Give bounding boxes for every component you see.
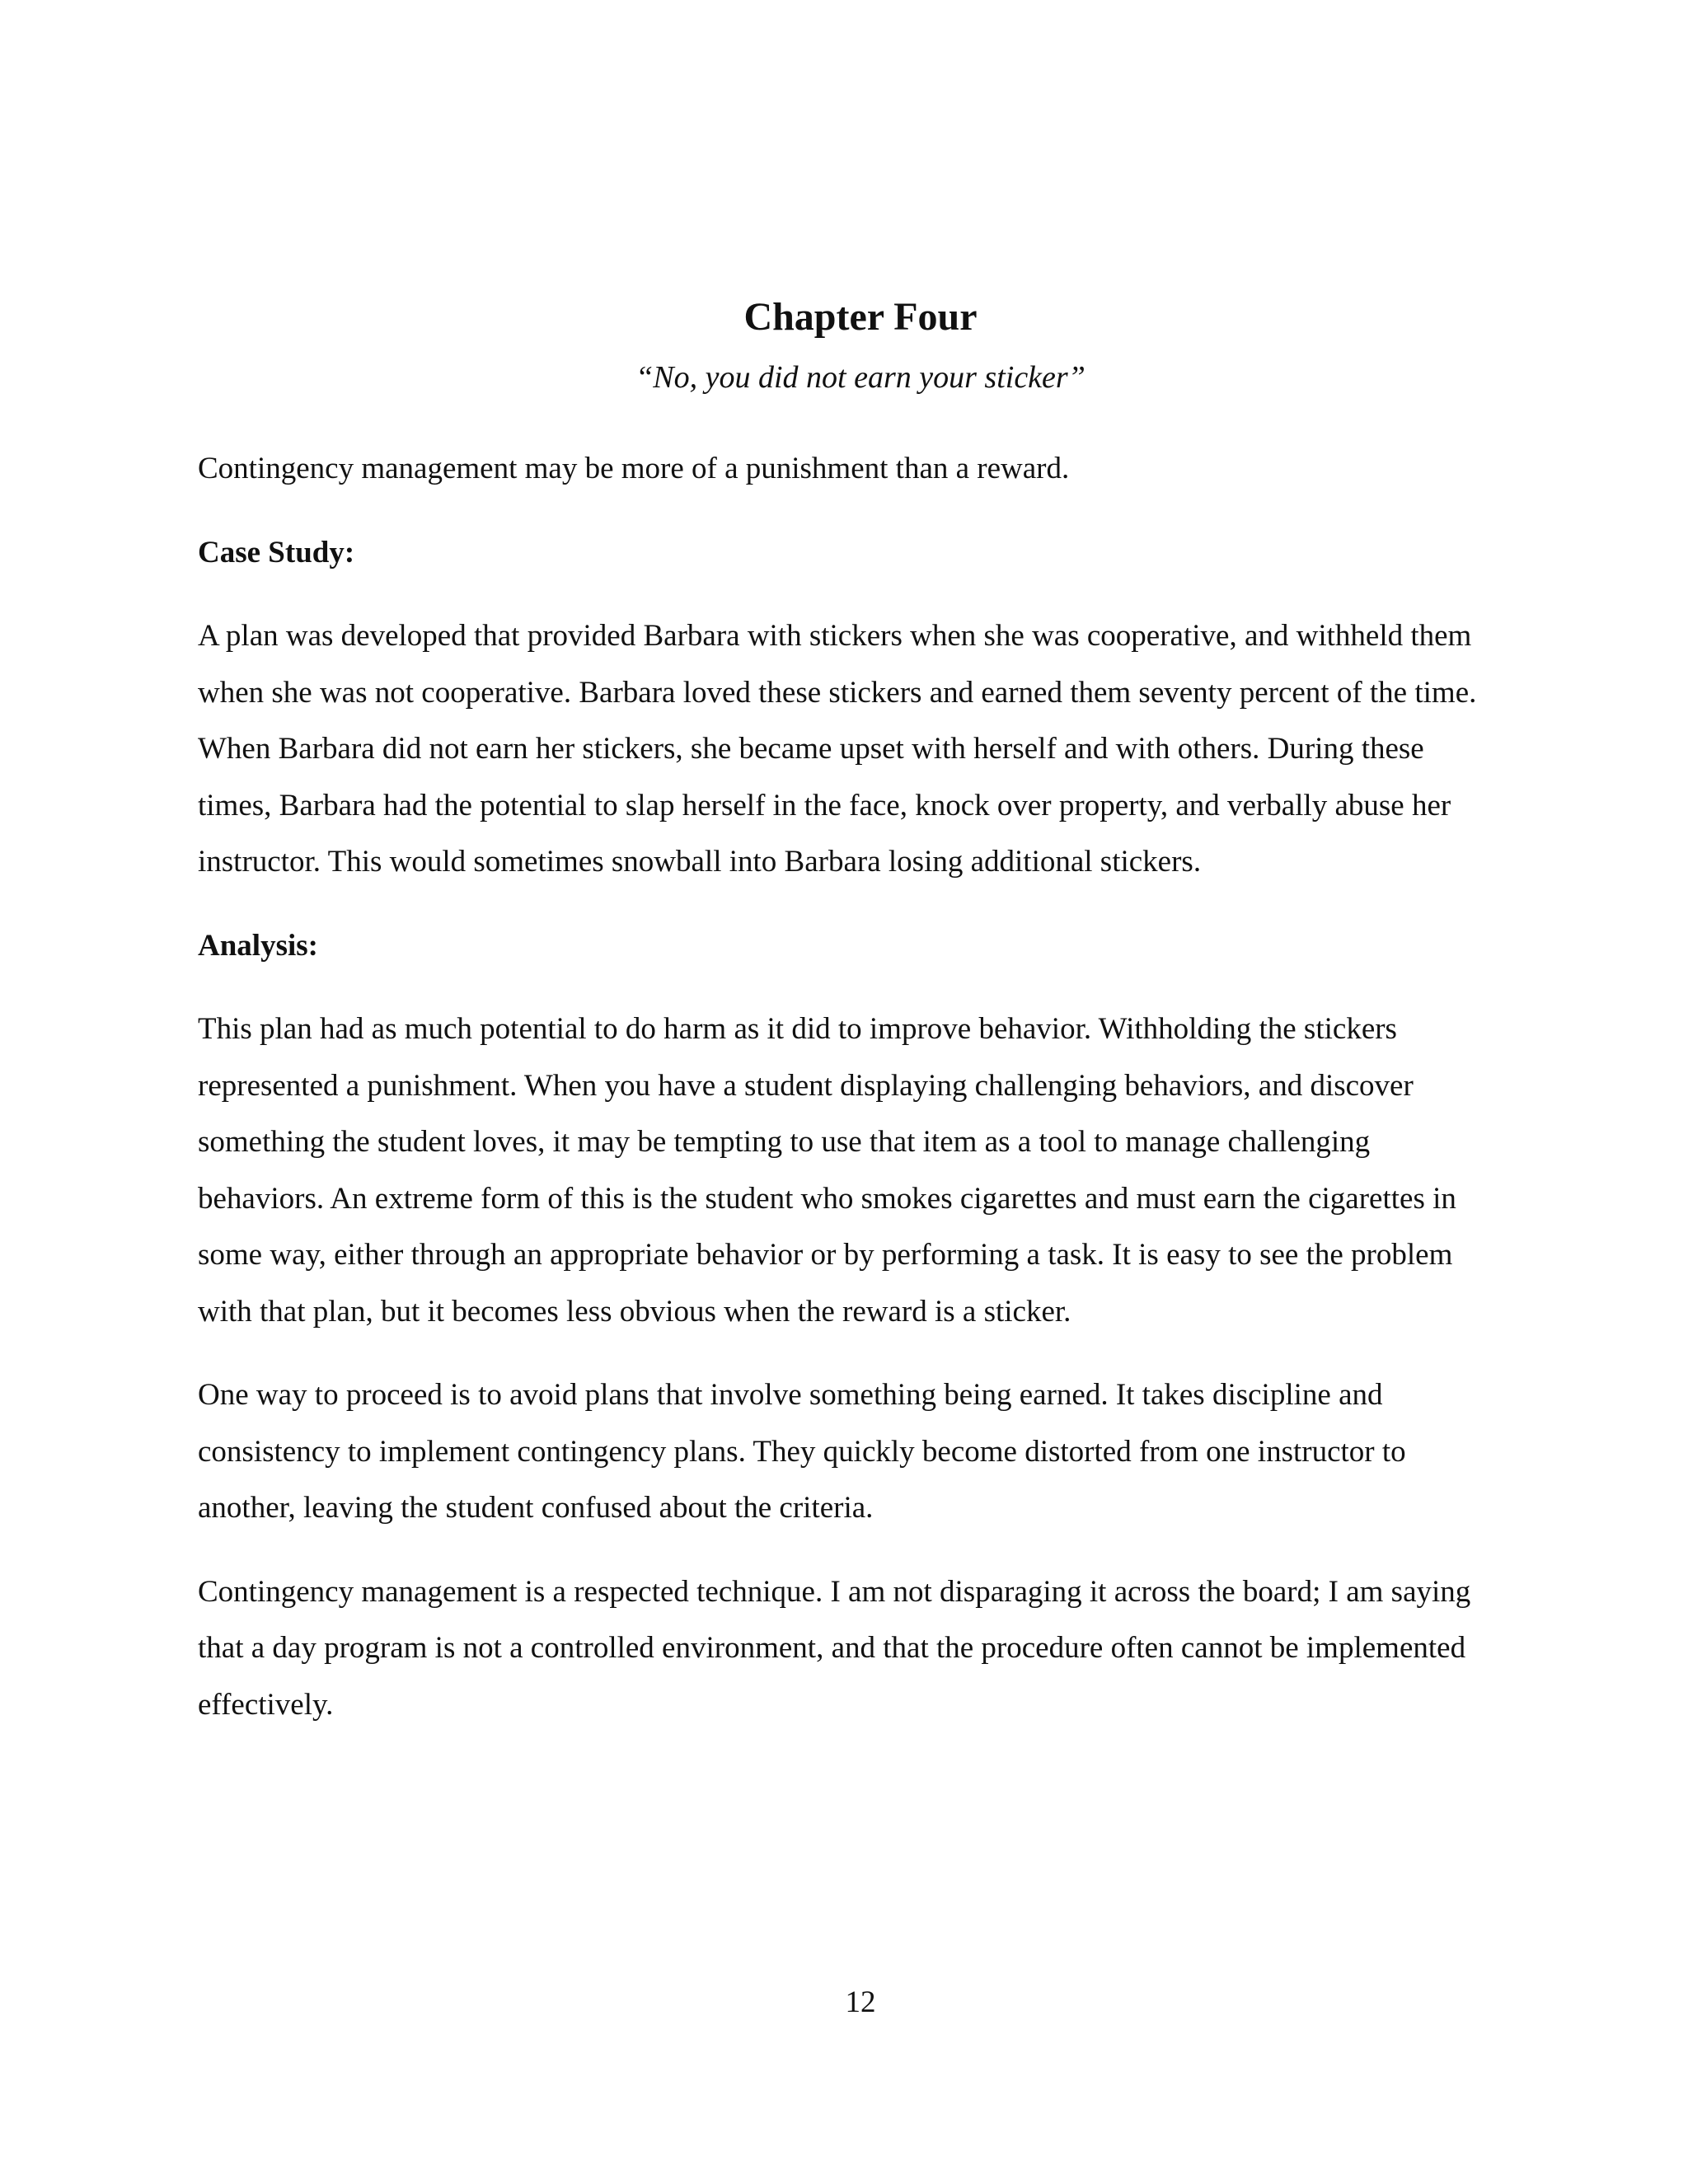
analysis-paragraph-3: Contingency management is a respected technique. I am not disparaging it across the board; I am saying that a day program is not a controlled environment, and that the procedure often cannot be implemented effectively. xyxy=(198,1574,1471,1722)
intro-paragraph: Contingency management may be more of a punishment than a reward. xyxy=(198,452,1070,485)
case-study-paragraph: A plan was developed that provided Barbara with stickers when she was cooperative, and withheld them when she was not cooperative. Barbara loved these stickers and earned them seventy percent of the time. When Barbara did not earn her stickers, she became upset with herself and with others. During these times, Barbara had the potential to slap herself in the face, knock over property, and verbally abuse her instructor. This would sometimes snowball into Barbara losing additional stickers. xyxy=(198,619,1477,879)
case-study-heading: Case Study: xyxy=(198,535,355,569)
analysis-paragraph-1: This plan had as much potential to do harm as it did to improve behavior. Withholding the stickers represented a punishment. When you have a student displaying challenging behaviors, and discover something the student loves, it may be tempting to use that item as a tool to manage challenging behaviors. An extreme form of this is the student who smokes cigarettes and must earn the cigarettes in some way, either through an appropriate behavior or by performing a task. It is easy to see the problem with that plan, but it becomes less obvious when the reward is a sticker. xyxy=(198,1012,1456,1329)
analysis-heading: Analysis: xyxy=(198,928,318,963)
chapter-title: Chapter Four xyxy=(743,295,978,339)
body-text xyxy=(198,441,1484,1760)
chapter-subtitle: “No, you did not earn your sticker” xyxy=(635,360,1085,395)
analysis-paragraph-2: One way to proceed is to avoid plans that involve something being earned. It takes discipline and consistency to implement contingency plans. They quickly become distorted from one instructor to another, leaving the student confused about the criteria. xyxy=(198,1378,1406,1525)
page-number: 12 xyxy=(845,1985,876,2019)
